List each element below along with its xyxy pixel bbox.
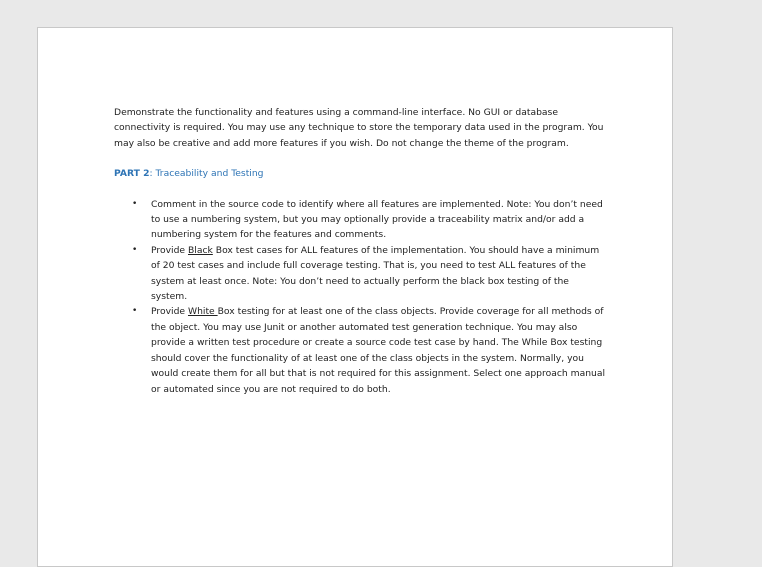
- heading-part-label: PART 2: [114, 168, 150, 180]
- document-page: [37, 27, 673, 567]
- list-item-text-start: Provide: [151, 306, 188, 318]
- document-body: [114, 105, 606, 397]
- heading-title: : Traceability and Testing: [149, 168, 264, 180]
- list-item-text-rest: Box testing for at least one of the class objects. Provide coverage for all methods of the object. You may use Junit or another automated test generation technique. You may also provide a written test procedure or create a source code test case by hand. The While Box testing should cover the functionality of at least one of the class objects in the system. Normally, you would create them for all but that is not required for this assignment. Select one approach manual or automated since you are not required to do both.: [151, 306, 606, 395]
- list-item: [114, 304, 606, 396]
- intro-paragraph: Demonstrate the functionality and features using a command-line interface. No GUI or database connectivity is required. You may use any technique to store the temporary data used in the program. You may also be creative and add more features if you wish. Do not change the theme of the program.: [114, 107, 604, 149]
- list-item-text-rest: Box test cases for ALL features of the implementation. You should have a minimum of 20 test cases and include full coverage testing. That is, you need to test ALL features of the system at least once. Note: You don’t need to actually perform the black box testing of the system.: [151, 244, 600, 303]
- section-heading: [114, 166, 606, 181]
- bullet-icon: •: [132, 244, 138, 255]
- underlined-word: White: [187, 306, 218, 318]
- list-item-text: Comment in the source code to identify where all features are implemented. Note: You don’t need to use a numbering system, but you may optionally provide a traceability matrix and/or add a numbering system for the features and comments.: [151, 198, 603, 241]
- bullet-icon: •: [132, 198, 138, 209]
- list-item: [114, 243, 606, 305]
- underlined-word: Black: [187, 244, 213, 256]
- list-item-text-start: Provide: [151, 244, 188, 256]
- bullet-list: [114, 197, 606, 397]
- list-item: [114, 197, 606, 243]
- bullet-icon: •: [132, 306, 138, 317]
